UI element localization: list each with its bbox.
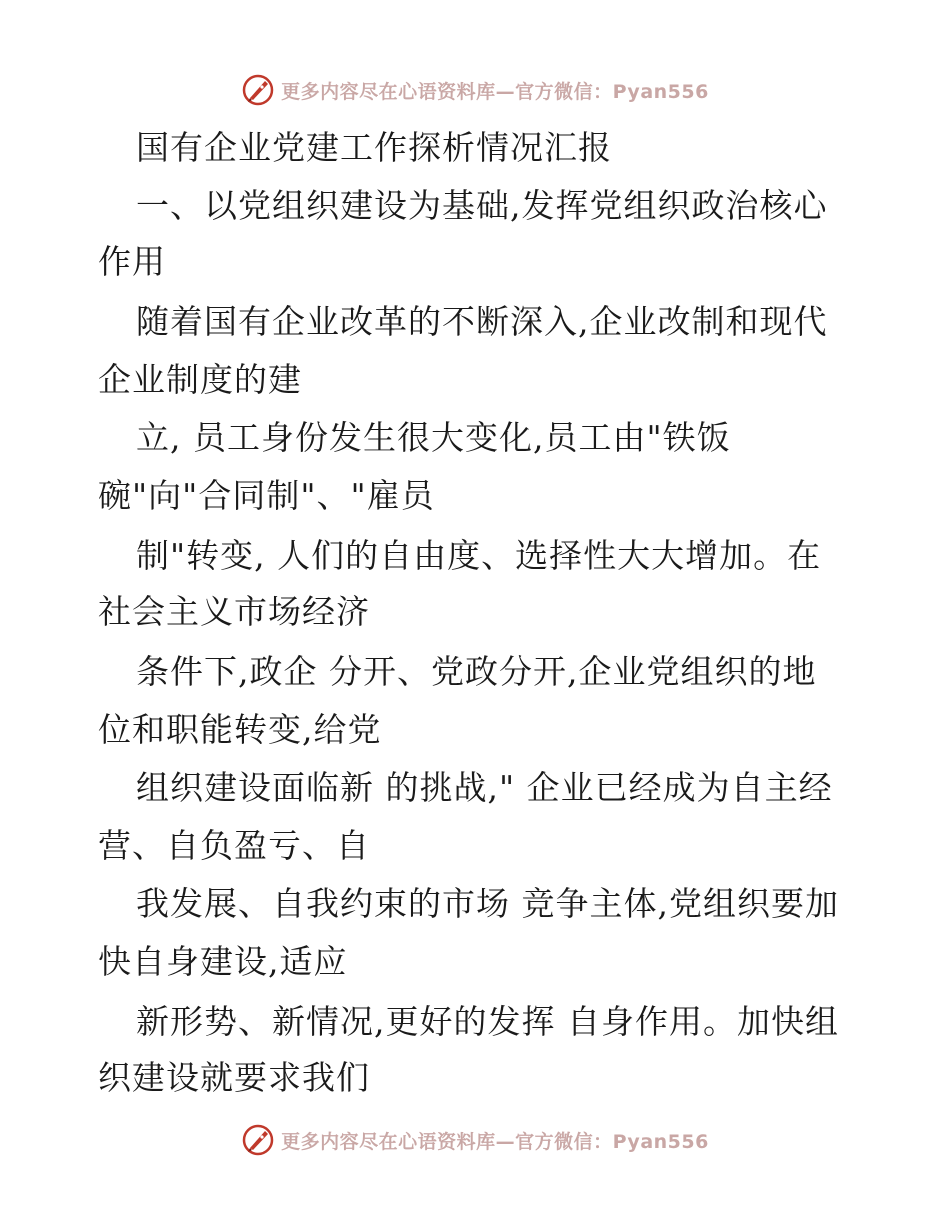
- paragraph-line: 组织建设面临新 的挑战," 企业已经成为自主经: [136, 768, 833, 807]
- paragraph-line: 位和职能转变,给党: [98, 710, 382, 749]
- watermark-text: 更多内容尽在心语资料库—官方微信：Pyan556: [281, 80, 709, 103]
- paragraph-line: 快自身建设,适应: [98, 942, 348, 981]
- paragraph-line: 制"转变, 人们的自由度、选择性大大增加。在: [136, 536, 822, 575]
- paragraph-line: 新形势、新情况,更好的发挥 自身作用。加快组: [136, 1002, 839, 1041]
- quill-pen-logo-icon: [241, 1123, 275, 1157]
- paragraph-line: 社会主义市场经济: [98, 592, 370, 631]
- paragraph-line: 碗"向"合同制"、"雇员: [98, 476, 435, 515]
- paragraph-line: 营、自负盈亏、自: [98, 826, 370, 865]
- paragraph-line: 我发展、自我约束的市场 竞争主体,党组织要加: [136, 884, 839, 923]
- paragraph-line: 随着国有企业改革的不断深入,企业改制和现代: [136, 302, 828, 341]
- paragraph-line: 企业制度的建: [98, 360, 302, 399]
- header-watermark-banner: [0, 70, 950, 110]
- paragraph-line: 织建设就要求我们: [98, 1058, 370, 1097]
- watermark-text: 更多内容尽在心语资料库—官方微信：Pyan556: [281, 1130, 709, 1153]
- paragraph-line: 条件下,政企 分开、党政分开,企业党组织的地: [136, 652, 817, 691]
- paragraph-line: 立, 员工身份发生很大变化,员工由"铁饭: [136, 418, 731, 457]
- document-title: 国有企业党建工作探析情况汇报: [136, 128, 612, 167]
- quill-pen-logo-icon: [241, 73, 275, 107]
- section-heading-continued: 作用: [98, 242, 166, 281]
- footer-watermark-banner: [0, 1120, 950, 1160]
- section-heading: 一、以党组织建设为基础,发挥党组织政治核心: [136, 186, 828, 225]
